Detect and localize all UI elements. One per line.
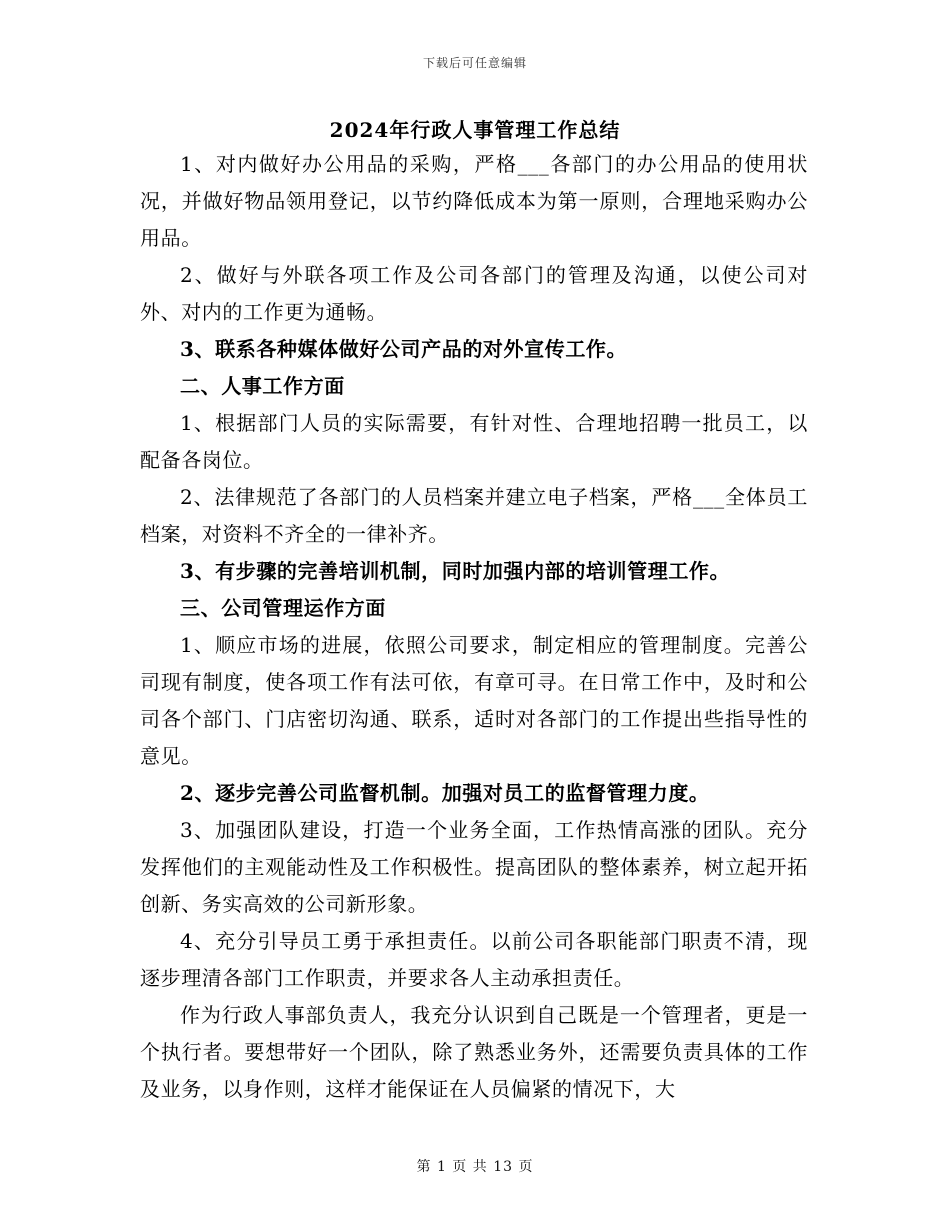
paragraph: 1、顺应市场的进展，依照公司要求，制定相应的管理制度。完善公司现有制度，使各项工作有法可依，有章可寻。在日常工作中，及时和公司各个部门、门店密切沟通、联系，适时对各部门的工作提出些指导性的意见。 bbox=[140, 633, 808, 768]
document-title: 2024年行政人事管理工作总结 bbox=[329, 118, 621, 142]
document-body bbox=[140, 146, 808, 1108]
paragraph: 4、充分引导员工勇于承担责任。以前公司各职能部门职责不清，现逐步理清各部门工作职责，并要求各人主动承担责任。 bbox=[140, 929, 808, 990]
paragraph: 2、逐步完善公司监督机制。加强对员工的监督管理力度。 bbox=[180, 781, 710, 805]
paragraph: 3、有步骤的完善培训机制，同时加强内部的培训管理工作。 bbox=[180, 559, 731, 583]
section-heading: 三、公司管理运作方面 bbox=[180, 596, 386, 620]
paragraph: 2、法律规范了各部门的人员档案并建立电子档案，严格___全体员工档案，对资料不齐全的一律补齐。 bbox=[140, 485, 808, 546]
paragraph: 作为行政人事部负责人，我充分认识到自己既是一个管理者，更是一个执行者。要想带好一个团队，除了熟悉业务外，还需要负责具体的工作及业务，以身作则，这样才能保证在人员偏紧的情况下，大 bbox=[140, 1003, 808, 1101]
section-heading: 二、人事工作方面 bbox=[180, 374, 345, 398]
page-number: 第 1 页 共 13 页 bbox=[416, 1159, 534, 1175]
paragraph: 3、加强团队建设，打造一个业务全面，工作热情高涨的团队。充分发挥他们的主观能动性及工作积极性。提高团队的整体素养，树立起开拓创新、务实高效的公司新形象。 bbox=[140, 818, 808, 916]
paragraph: 2、做好与外联各项工作及公司各部门的管理及沟通，以使公司对外、对内的工作更为通畅。 bbox=[140, 263, 808, 324]
paragraph: 1、对内做好办公用品的采购，严格___各部门的办公用品的使用状况，并做好物品领用登记，以节约降低成本为第一原则，合理地采购办公用品。 bbox=[140, 152, 808, 250]
paragraph: 3、联系各种媒体做好公司产品的对外宣传工作。 bbox=[180, 337, 628, 361]
header-note: 下载后可任意编辑 bbox=[422, 56, 527, 70]
paragraph: 1、根据部门人员的实际需要，有针对性、合理地招聘一批员工，以配备各岗位。 bbox=[140, 411, 808, 472]
